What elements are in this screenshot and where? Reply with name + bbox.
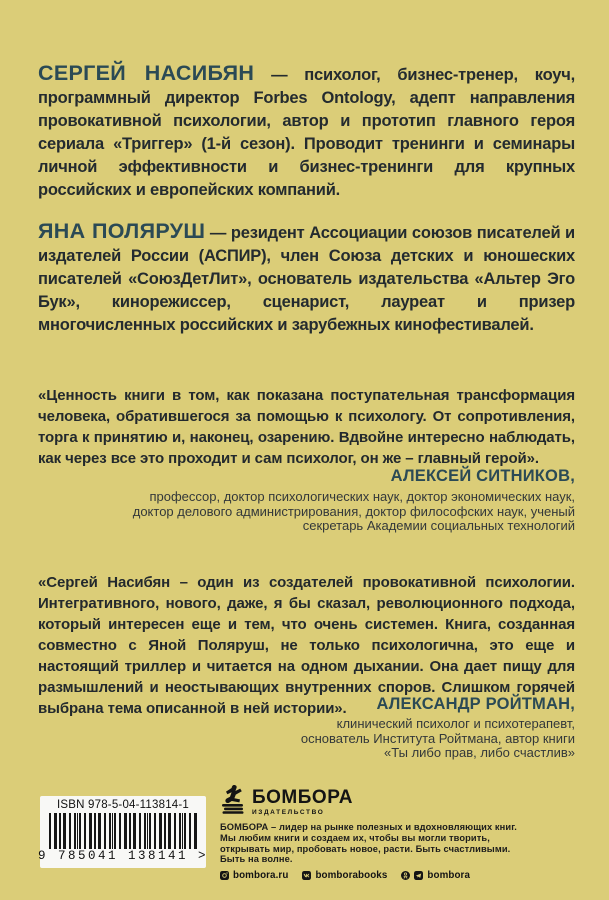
endorsement-credentials-2: клинический психолог и психотерапевт, основатель Института Ройтмана, автор книги «Ты либо прав, либо счастлив» <box>300 716 575 761</box>
author-bio-text: — психолог, бизнес-тренер, коуч, программный директор Forbes Ontology, адепт направления провокативной психологии, автор и прототип главного героя сериала «Триггер» (1-й сезон). Проводит тренинги и семинары личной эффективности и бизнес-тренинги для крупных российских и европейских компаний. <box>38 66 575 199</box>
barcode-digits: 9 785041 138141 > <box>37 849 209 863</box>
author-name-polyarush: ЯНА ПОЛЯРУШ <box>38 219 206 243</box>
author-bio-polyarush <box>38 220 575 337</box>
telegram-icon <box>414 871 423 880</box>
endorsement-author-2: АЛЕКСАНДР РОЙТМАН, <box>376 695 575 713</box>
social-website <box>220 870 288 881</box>
endorsement-quote-2: «Сергей Насибян – один из создателей провокативной психологии. Интегративного, нового, даже, я бы сказал, революционного подхода, который интересен еще и тем, что очень системен. Книга, созданная совместно с Яной Поляруш, не только психологична, это еще и настоящий триллер и читается на одном дыхании. Она дает пищу для размышлений и неостывающих внутренних споров. Слишком горячей выбрана тема описанной в ней истории». <box>38 574 575 717</box>
publisher-subtitle: ИЗДАТЕЛЬСТВО <box>252 809 325 816</box>
publisher-name: БОМБОРА <box>252 787 353 808</box>
author-bio-text: — резидент Ассоциации союзов писателей и издателей России (АСПИР), член Союза детских и юношеских писателей «СоюзДетЛит», основатель издательства «Альтер Эго Бук», кинорежиссер, сценарист, лауреат и призер многочисленных российских и зарубежных кинофестивалей. <box>38 224 575 334</box>
endorsement-quote-1: «Ценность книги в том, как показана поступательная трансформация человека, обратившегося за помощью к психологу. От сопротивления, торга к принятию и, наконец, озарению. Вдвойне интересно наблюдать, как через все это проходит и сам психолог, он же – главный герой». <box>38 387 575 467</box>
instagram-icon <box>220 871 229 880</box>
social-links-row <box>220 870 575 881</box>
barcode-block <box>37 796 209 868</box>
social-label: bombora.ru <box>233 870 289 882</box>
endorsement-author-1: АЛЕКСЕЙ СИТНИКОВ, <box>390 467 575 485</box>
social-ok-telegram <box>401 870 470 881</box>
odnoklassniki-icon <box>401 871 410 880</box>
social-label: bombora <box>427 870 471 882</box>
endorsement-credentials-1: профессор, доктор психологических наук, доктор экономических наук, доктор делового администрирования, доктор философских наук, ученый секретарь Академии социальных технологий <box>132 489 575 534</box>
author-name-nasibyan: СЕРГЕЙ НАСИБЯН <box>38 61 255 85</box>
publisher-logo <box>220 784 575 816</box>
isbn-label: ISBN 978-5-04-113814-1 <box>56 799 190 811</box>
social-label: bomborabooks <box>315 870 388 882</box>
barcode-bars <box>49 813 197 849</box>
publisher-description: БОМБОРА – лидер на рынке полезных и вдохновляющих книг. Мы любим книги и создаем их, чтобы вы могли творить, открывать мир, пробовать новое, расти. Быть счастливыми. Быть на волне. <box>220 822 517 865</box>
publisher-logo-text <box>252 784 353 816</box>
vk-icon <box>302 871 311 880</box>
bombora-logo-icon <box>220 784 246 816</box>
social-vk <box>302 870 387 881</box>
author-bio-nasibyan <box>38 62 575 202</box>
publisher-block <box>220 784 575 881</box>
